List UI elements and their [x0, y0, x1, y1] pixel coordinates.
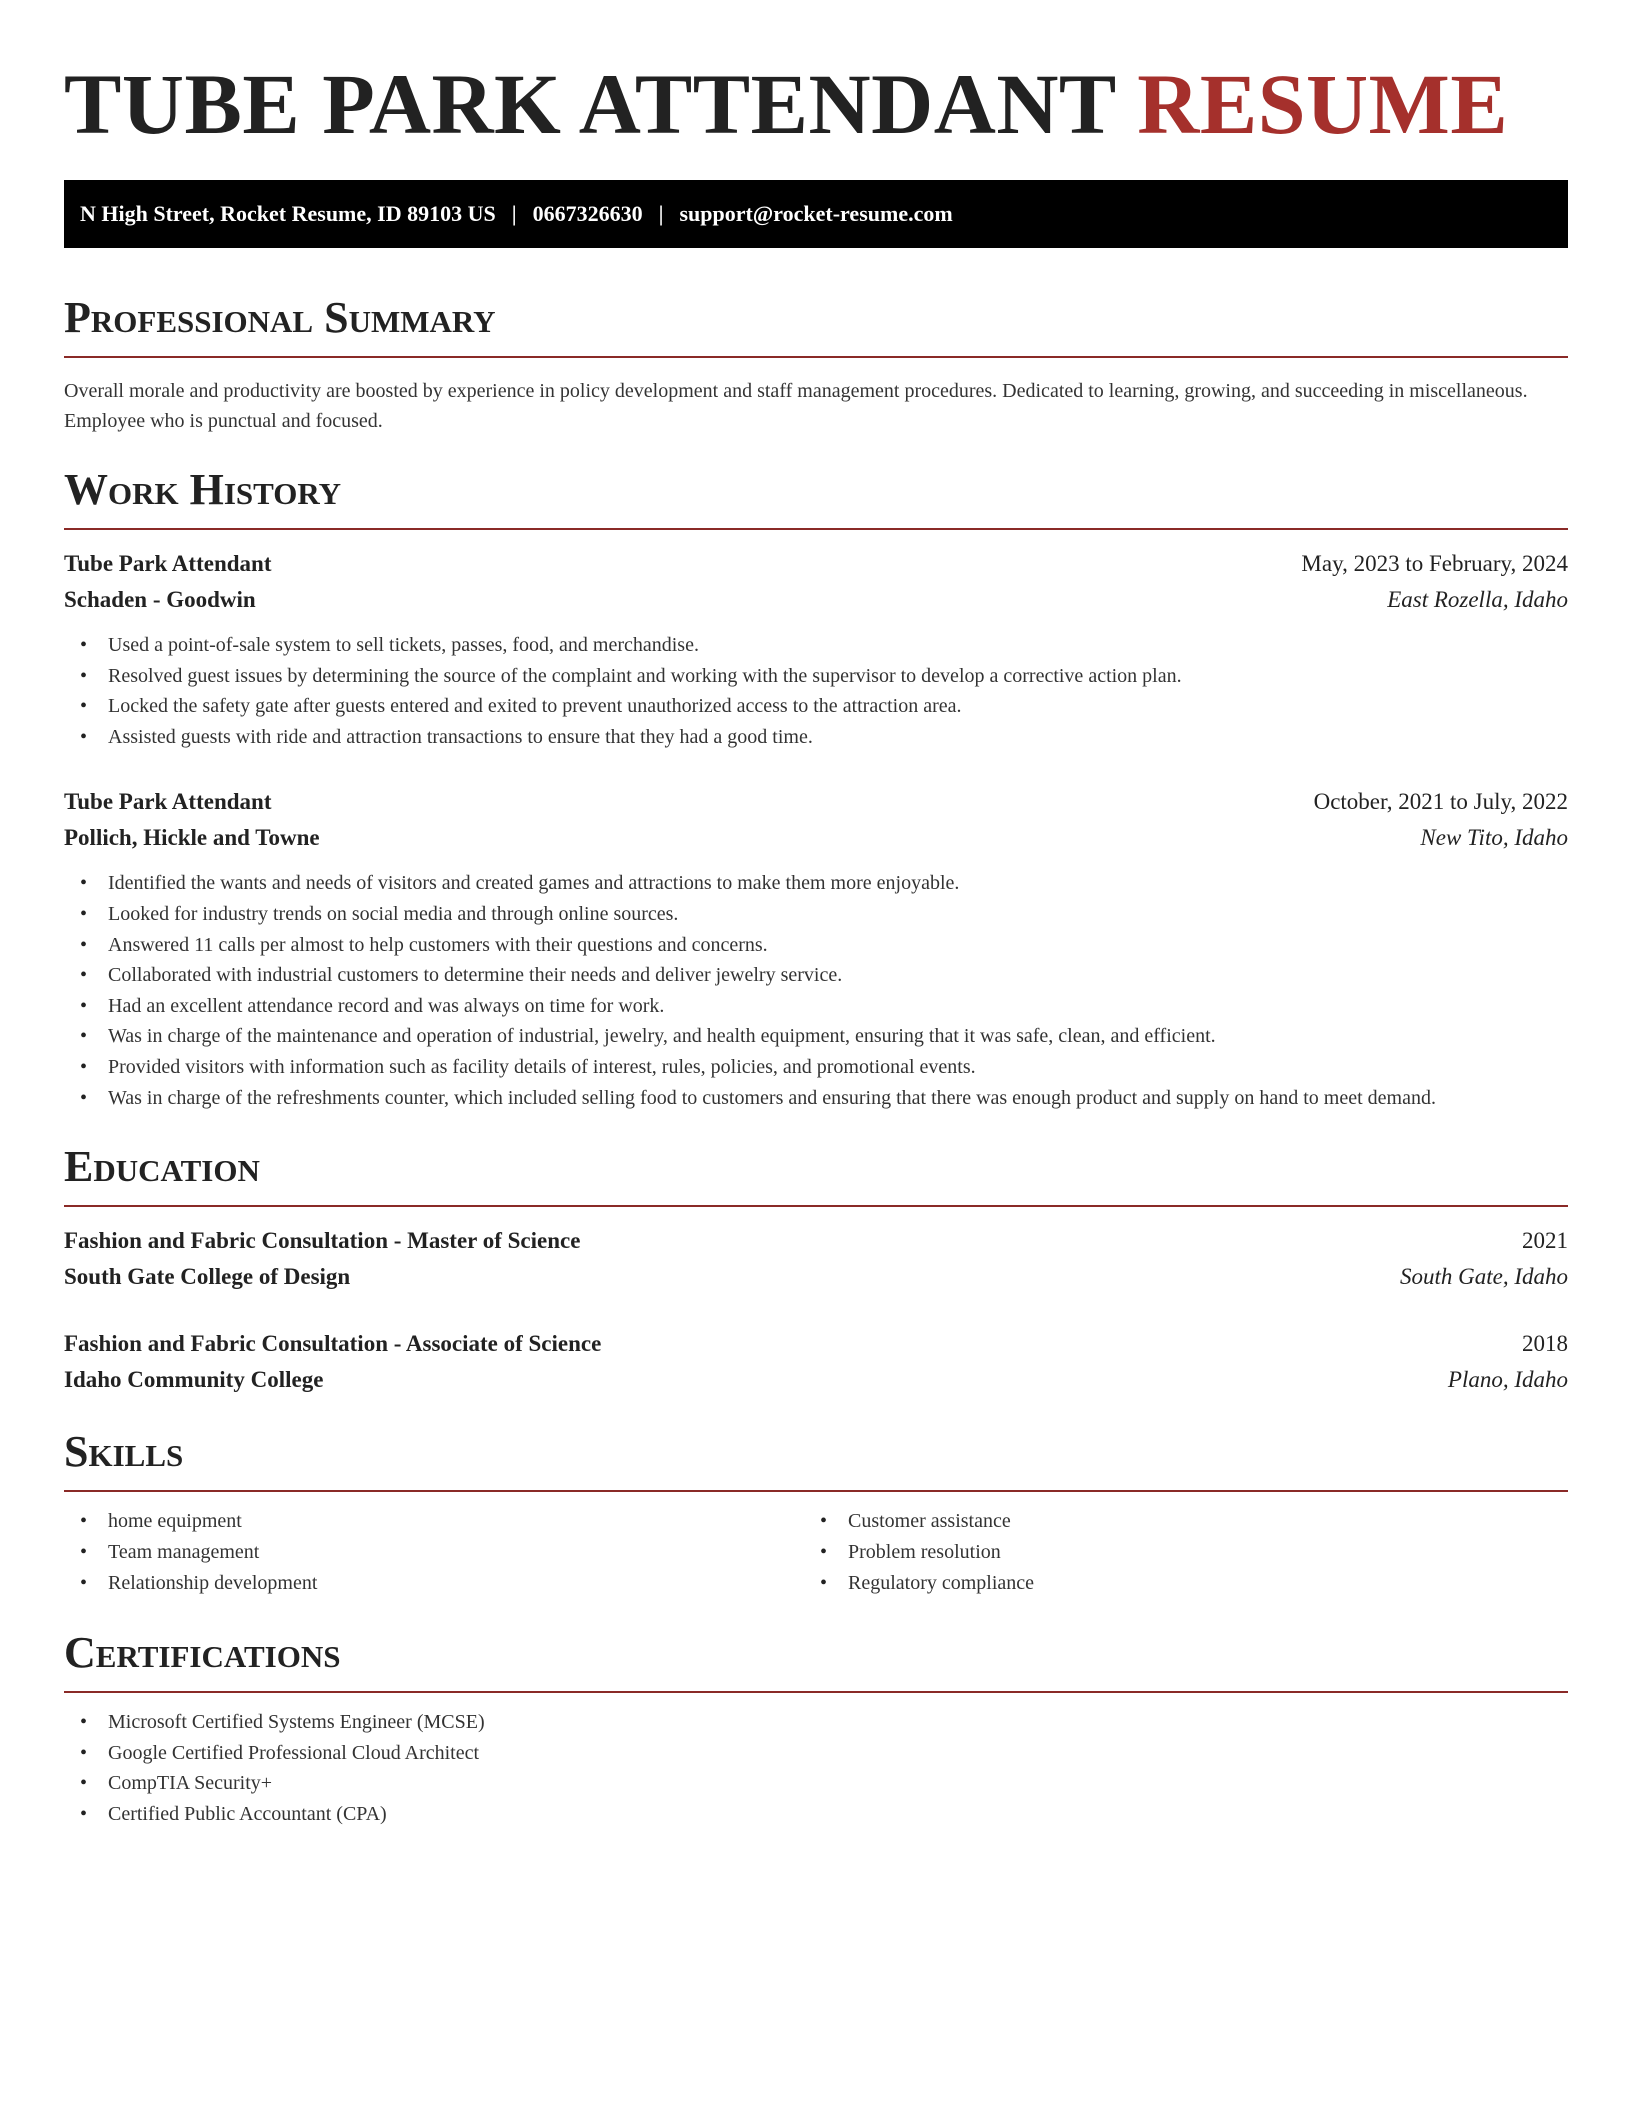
contact-address: N High Street, Rocket Resume, ID 89103 US — [80, 201, 496, 226]
job-company-row — [64, 820, 1568, 856]
education-degree-row — [64, 1223, 1568, 1259]
job-dates: May, 2023 to February, 2024 — [1301, 551, 1568, 576]
education-degree-row — [64, 1326, 1568, 1362]
education-entry — [64, 1326, 1568, 1398]
section-heading-summary: Professional Summary — [64, 293, 496, 342]
section-heading-work-history: Work History — [64, 465, 342, 514]
job-duty: • Locked the safety gate after guests entered and exited to prevent unauthorized access to the attraction area. — [64, 691, 1568, 722]
education-year: 2018 — [1522, 1331, 1568, 1357]
job-title: Tube Park Attendant — [64, 789, 272, 815]
job-duty: • Answered 11 calls per almost to help customers with their questions and concerns. — [64, 930, 1568, 961]
section-heading-certifications: Certifications — [64, 1628, 341, 1678]
job-duty: • Collaborated with industrial customers to determine their needs and deliver jewelry service. — [64, 960, 1568, 991]
job-duty: • Had an excellent attendance record and was always on time for work. — [64, 991, 1568, 1022]
summary-section — [64, 290, 1568, 436]
resume-page — [64, 0, 1568, 1830]
job-dates: October, 2021 to July, 2022 — [1313, 789, 1568, 815]
job-duties-list — [64, 630, 1568, 752]
job-header-row — [64, 784, 1568, 820]
job-duty: • Was in charge of the maintenance and operation of industrial, jewelry, and health equipment, ensuring that it was safe, clean, and efficient. — [64, 1021, 1568, 1052]
job-duty: • Used a point-of-sale system to sell tickets, passes, food, and merchandise. — [64, 630, 1568, 661]
education-degree: Fashion and Fabric Consultation - Master of Science — [64, 1228, 581, 1254]
education-location: South Gate, Idaho — [1399, 1264, 1568, 1290]
section-divider — [64, 1691, 1568, 1693]
contact-separator: | — [511, 201, 517, 226]
section-divider — [64, 356, 1568, 358]
job-duty: • Was in charge of the refreshments counter, which included selling food to customers and ensuring that there was enough product and supply on hand to meet demand. — [64, 1083, 1568, 1114]
skills-section — [64, 1424, 1568, 1599]
education-section — [64, 1139, 1568, 1398]
section-divider — [64, 1205, 1568, 1207]
contact-phone: 0667326630 — [532, 201, 643, 226]
job-company: Schaden - Goodwin — [64, 587, 256, 612]
education-school: Idaho Community College — [64, 1367, 324, 1393]
job-title: Tube Park Attendant — [64, 551, 272, 576]
education-location: Plano, Idaho — [1447, 1367, 1568, 1393]
education-degree: Fashion and Fabric Consultation - Associate of Science — [64, 1331, 602, 1357]
skill-item: • Relationship development — [64, 1568, 804, 1599]
job-duties-list — [64, 868, 1568, 1113]
certification-item: • CompTIA Security+ — [64, 1768, 1568, 1799]
job-duty: • Assisted guests with ride and attraction transactions to ensure that they had a good time. — [64, 722, 1568, 753]
certification-item: • Certified Public Accountant (CPA) — [64, 1799, 1568, 1830]
job-duty: • Provided visitors with information such as facility details of interest, rules, policies, and promotional events. — [64, 1052, 1568, 1083]
job-duty: • Identified the wants and needs of visitors and created games and attractions to make them more enjoyable. — [64, 868, 1568, 899]
skill-item: • Customer assistance — [804, 1506, 1544, 1537]
job-company-row — [64, 582, 1568, 618]
education-school-row — [64, 1362, 1568, 1398]
skill-item: • home equipment — [64, 1506, 804, 1537]
resume-title-accent: RESUME — [1137, 56, 1509, 152]
section-divider — [64, 1490, 1568, 1492]
skills-grid — [64, 1506, 1568, 1599]
education-year: 2021 — [1522, 1228, 1568, 1254]
resume-title-main: TUBE PARK ATTENDANT — [64, 56, 1116, 152]
skill-item: • Team management — [64, 1537, 804, 1568]
skill-item: • Problem resolution — [804, 1537, 1544, 1568]
education-school: South Gate College of Design — [64, 1264, 351, 1290]
certifications-list — [64, 1707, 1568, 1829]
education-entry — [64, 1223, 1568, 1295]
certification-item: • Google Certified Professional Cloud Architect — [64, 1738, 1568, 1769]
summary-text: Overall morale and productivity are boosted by experience in policy development and staff management procedures. Dedicated to learning, growing, and succeeding in miscellaneous. Employee who is punctual and focused. — [64, 380, 1528, 432]
section-heading-skills: Skills — [64, 1427, 184, 1477]
contact-separator: | — [658, 201, 664, 226]
job-duty: • Resolved guest issues by determining the source of the complaint and working with the supervisor to develop a corrective action plan. — [64, 661, 1568, 692]
work-history-section — [64, 462, 1568, 1113]
contact-email: support@rocket-resume.com — [679, 201, 953, 226]
skills-column-left — [64, 1506, 804, 1599]
section-divider — [64, 528, 1568, 530]
education-school-row — [64, 1259, 1568, 1295]
job-location: East Rozella, Idaho — [1387, 587, 1568, 612]
skill-item: • Regulatory compliance — [804, 1568, 1544, 1599]
job-entry — [64, 784, 1568, 1113]
job-location: New Tito, Idaho — [1420, 825, 1568, 851]
resume-title — [64, 0, 1568, 152]
job-duty: • Looked for industry trends on social media and through online sources. — [64, 899, 1568, 930]
section-heading-education: Education — [64, 1142, 260, 1192]
certification-item: • Microsoft Certified Systems Engineer (MCSE) — [64, 1707, 1568, 1738]
job-entry — [64, 546, 1568, 752]
skills-column-right — [804, 1506, 1544, 1599]
job-header-row — [64, 546, 1568, 582]
job-company: Pollich, Hickle and Towne — [64, 825, 320, 851]
certifications-section — [64, 1625, 1568, 1829]
contact-bar — [64, 180, 1568, 248]
